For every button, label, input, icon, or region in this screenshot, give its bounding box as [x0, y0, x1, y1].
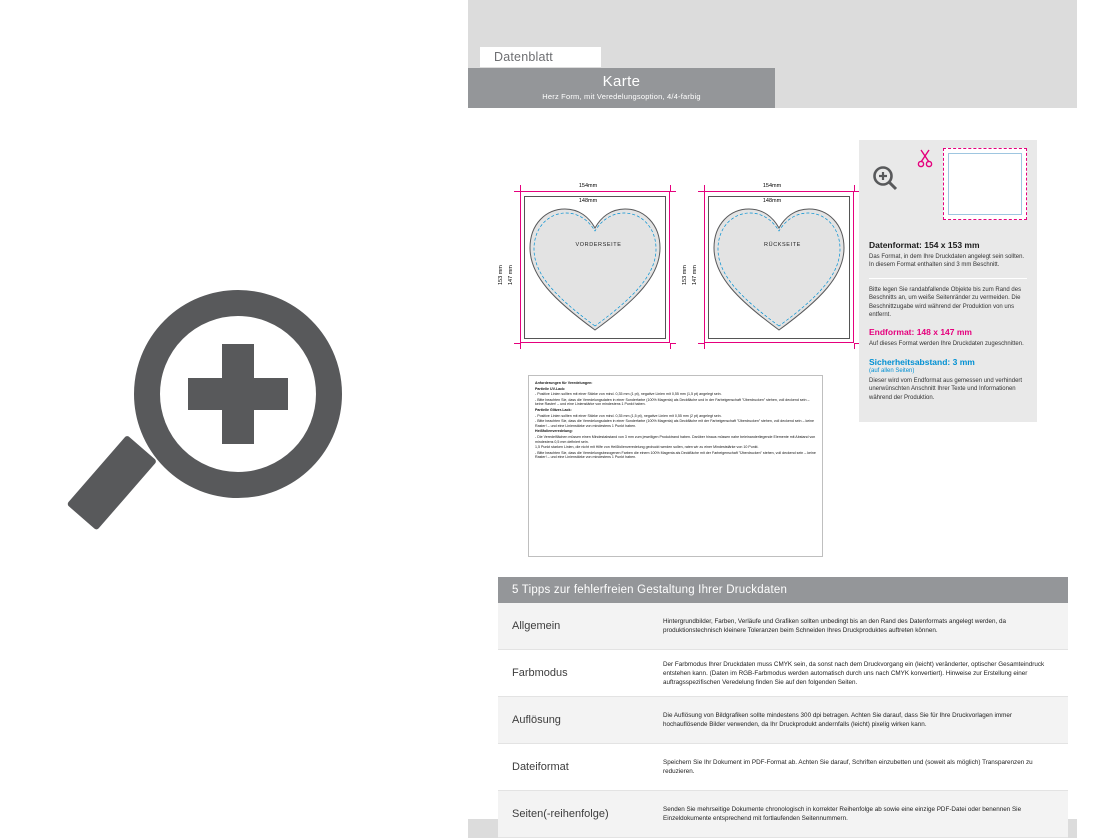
heart-svg	[708, 196, 850, 339]
front-label: VORDERSEITE	[575, 242, 622, 248]
tip-text: Speichern Sie Ihr Dokument im PDF-Format ab. Achten Sie darauf, Schriften einzubetten und (soweit als möglich) Transparenzen zu reduzieren.	[663, 759, 1033, 775]
tab-datenblatt[interactable]: Datenblatt	[480, 47, 601, 67]
front-height-outer: 153 mm	[498, 265, 504, 285]
back-tick-tl-v	[704, 185, 705, 191]
info-block-subtitle: (auf allen Seiten)	[869, 367, 915, 374]
info-block-title: Sicherheitsabstand: 3 mm	[869, 356, 975, 367]
info-block-title: Endformat: 148 x 147 mm	[869, 327, 972, 338]
technical-drawing	[498, 175, 883, 375]
info-block-text: Dieser wird vom Endformat aus gemessen und verhindert unerwünschten Anschnitt Ihrer Texte und Informationen während der Produktion.	[869, 377, 1023, 401]
info-block-text: Bitte legen Sie randabfallende Objekte bis zum Rand des Beschnitts an, um weiße Seitenränder zu vermeiden. Die Beschnittzugabe wird während der Produktion von uns entfernt.	[869, 286, 1022, 319]
front-tick-tr-h	[670, 191, 676, 192]
tip-text: Senden Sie mehrseitige Dokumente chronologisch in korrekter Reihenfolge ab sowie eine einzige PDF-Datei oder benennen Sie Einzeldokumente entsprechend mit fortlaufenden Seitennummern.	[663, 806, 1022, 822]
requirement-line: Partielle Glitzer-Lack:	[535, 407, 572, 412]
requirement-line: Heißfolienveredelung:	[535, 429, 573, 434]
card-back-diagram	[682, 175, 869, 375]
requirements-box	[528, 375, 823, 557]
tip-text: Die Auflösung von Bildgrafiken sollte mindestens 300 dpi betragen. Achten Sie darauf, dass Sie für Ihre Druckvorlagen immer hochauflösende Bilder verwenden, da Ihr Druckprodukt andernfalls (leicht) pixelig wirken kann.	[663, 712, 1012, 728]
requirement-line: - Bitte beachten Sie, dass die Veredelungsbezogenen Farben die einem 100% Magenta als Deckfläche mit der Farbeigenschaft "Überdrucken" stehen, voll deckend sein – keine Raster! – und eine Linienstärke von mindestens 1 Punkt haben.	[535, 450, 816, 460]
page-subtitle: Herz Form, mit Veredelungsoption, 4/4-farbig	[542, 92, 701, 101]
magnifier-plus-icon[interactable]	[871, 164, 899, 192]
table-row	[498, 603, 1068, 650]
tip-label: Seiten(-reihenfolge)	[512, 808, 609, 820]
scissors-icon	[917, 148, 933, 173]
tip-text: Der Farbmodus Ihrer Druckdaten muss CMYK sein, da sonst nach dem Druckvorgang ein (leicht) veränderter, optischer Gesamteindruck entstehen kann. (Daten im RGB-Farbmodus werden automatisch durch uns nach CMYK konvertiert). Hinweise zur Erstellung einer auftragsspezifischen Veredelung finden Sie auf den folgenden Seiten.	[663, 660, 1045, 686]
back-tick-tl-h	[698, 191, 704, 192]
requirement-line: - Positive Linien sollten mit einer Stärke von mind. 0,35 mm (1 pt), negative Linien mit 0,55 mm (1,5 pt) angelegt sein.	[535, 392, 722, 397]
tips-table	[498, 577, 1068, 838]
requirement-line: - Die Veredelflächen müssen einen Mindestabstand von 3 mm zum jeweiligen Produktrand haben. Darüber hinaus müssen nahe beieinanderliegende Elemente mit Abstand von mindestens 0,5 mm definiert sein.	[535, 434, 816, 444]
tip-text: Hintergrundbilder, Farben, Verläufe und Grafiken sollten unbedingt bis an den Rand des Datenformats angelegt werden, da produktionstechnisch kleinere Toleranzen beim Schneiden Ihres Druckproduktes auftreten können.	[663, 618, 1007, 634]
back-label: RÜCKSEITE	[764, 242, 801, 248]
tip-label: Allgemein	[512, 620, 561, 632]
front-width-outer: 154mm	[578, 183, 598, 189]
datasheet-page	[468, 0, 1077, 838]
front-heart-shape	[524, 196, 666, 339]
table-row	[498, 650, 1068, 697]
front-tick-bl-h	[514, 343, 520, 344]
back-tick-bl-h	[698, 343, 704, 344]
table-row	[498, 744, 1068, 791]
front-tick-tl-h	[514, 191, 520, 192]
document-title-bar	[468, 68, 775, 108]
back-height-inner: 147 mm	[692, 265, 698, 285]
table-row	[498, 791, 1068, 838]
magnifier-handle	[67, 435, 158, 531]
tip-label: Auflösung	[512, 714, 561, 726]
heart-svg	[524, 196, 666, 339]
preview-thumbnail[interactable]	[859, 140, 1037, 232]
tips-header: 5 Tipps zur fehlerfreien Gestaltung Ihrer Druckdaten	[498, 577, 1068, 603]
info-block-text: Das Format, in dem Ihre Druckdaten angelegt sein sollten. In diesem Format enthalten sind 3 mm Beschnitt.	[869, 254, 1025, 269]
card-front-diagram	[498, 175, 685, 375]
tips-rows	[498, 603, 1068, 838]
front-tick-bl-v	[520, 343, 521, 349]
preview-pane	[0, 0, 468, 838]
thumbnail-safety-area	[948, 153, 1022, 215]
requirement-line: Partielle UV-Lack:	[535, 386, 566, 391]
table-row	[498, 697, 1068, 744]
back-width-inner: 148mm	[762, 198, 782, 204]
front-tick-br-h	[670, 343, 676, 344]
front-height-inner: 147 mm	[508, 265, 514, 285]
tip-label: Dateiformat	[512, 761, 569, 773]
info-block-title: Datenformat: 154 x 153 mm	[869, 240, 980, 250]
info-divider	[869, 278, 1027, 279]
requirement-line: - Bitte beachten Sie, dass die Veredelungsdaten in einer Sonderfarbe (100% Magenta) als Deckfläche und in der Farbeigenschaft "Überdrucken" stehen, voll deckend sein – keine Raster! – und eine Linienstärke von mindestens 1 Punkt haben.	[535, 397, 810, 407]
info-column	[859, 140, 1037, 422]
page-title: Karte	[602, 73, 641, 90]
back-heart-shape	[708, 196, 850, 339]
info-block-text: Auf dieses Format werden Ihre Druckdaten zugeschnitten.	[869, 341, 1024, 348]
info-text-block	[859, 232, 1037, 422]
front-tick-tl-v	[520, 185, 521, 191]
back-tick-bl-v	[704, 343, 705, 349]
tip-label: Farbmodus	[512, 667, 568, 679]
front-width-inner: 148mm	[578, 198, 598, 204]
back-width-outer: 154mm	[762, 183, 782, 189]
requirement-line: 1,5 Punkt starken Linien, die nicht mit Hilfe von Heißfolienveredelung gedruckt werden sollen, raten wir zu einer Mindeststärke von 10 Punkt.	[535, 445, 759, 450]
requirement-line: - Positive Linien sollten mit einer Stärke von mind. 0,35 mm (1,5 pt), negative Linien mit 0,55 mm (2 pt) angelegt sein.	[535, 413, 722, 418]
requirement-line: Anforderungen für Veredelungen:	[535, 381, 593, 385]
thumbnail-card	[943, 148, 1027, 220]
magnifier-plus-vertical	[222, 344, 254, 444]
back-height-outer: 153 mm	[682, 265, 688, 285]
magnifier-plus-icon[interactable]	[104, 290, 384, 540]
requirement-line: - Bitte beachten Sie, dass die Veredelungsdaten in einer Sonderfarbe (100% Magenta) als Deckfläche mit der Farbeigenschaft "Überdrucken" stehen, voll deckend sein – keine Raster! – und eine Linienstärke von mindestens 1 Punkt haben.	[535, 419, 815, 428]
